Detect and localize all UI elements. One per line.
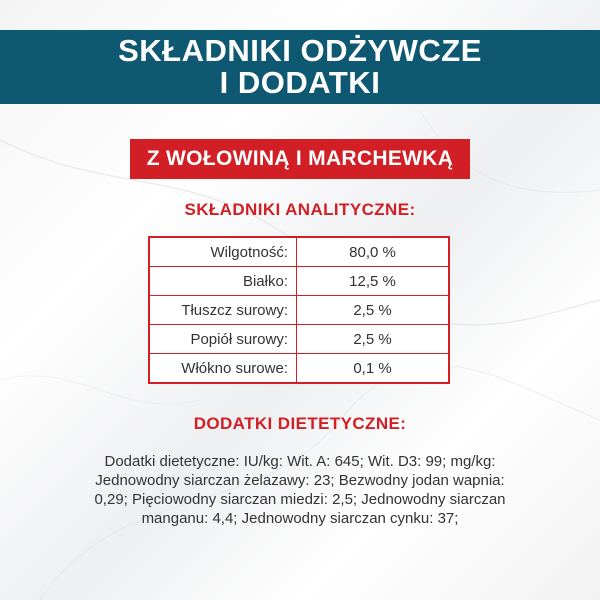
additives-text bbox=[40, 452, 560, 528]
row-label: Białko: bbox=[149, 267, 297, 296]
table-row bbox=[149, 237, 449, 267]
header-banner bbox=[0, 30, 600, 104]
table-row bbox=[149, 354, 449, 384]
row-label: Włókno surowe: bbox=[149, 354, 297, 384]
row-value: 2,5 % bbox=[297, 325, 450, 354]
row-value: 80,0 % bbox=[297, 237, 450, 267]
table-row bbox=[149, 296, 449, 325]
additives-line: manganu: 4,4; Jednowodny siarczan cynku: 37; bbox=[141, 510, 459, 527]
analysis-table bbox=[148, 236, 450, 384]
row-label: Tłuszcz surowy: bbox=[149, 296, 297, 325]
row-value: 12,5 % bbox=[297, 267, 450, 296]
additives-line: Dodatki dietetyczne: IU/kg: Wit. A: 645; Wit. D3: 99; mg/kg: bbox=[104, 453, 496, 470]
row-value: 2,5 % bbox=[297, 296, 450, 325]
row-label: Popiół surowy: bbox=[149, 325, 297, 354]
row-label: Wilgotność: bbox=[149, 237, 297, 267]
dietetic-title: DODATKI DIETETYCZNE: bbox=[193, 414, 407, 433]
table-row bbox=[149, 267, 449, 296]
variant-label: Z WOŁOWINĄ I MARCHEWKĄ bbox=[130, 139, 470, 179]
table-row bbox=[149, 325, 449, 354]
header-title-line1: SKŁADNIKI ODŻYWCZE bbox=[118, 33, 482, 68]
additives-line: 0,29; Pięciowodny siarczan miedzi: 2,5; Jednowodny siarczan bbox=[94, 491, 506, 508]
additives-line: Jednowodny siarczan żelazawy: 23; Bezwodny jodan wapnia: bbox=[95, 472, 505, 489]
row-value: 0,1 % bbox=[297, 354, 450, 384]
header-title-line2: I DODATKI bbox=[219, 65, 381, 100]
analytic-title: SKŁADNIKI ANALITYCZNE: bbox=[184, 200, 416, 219]
